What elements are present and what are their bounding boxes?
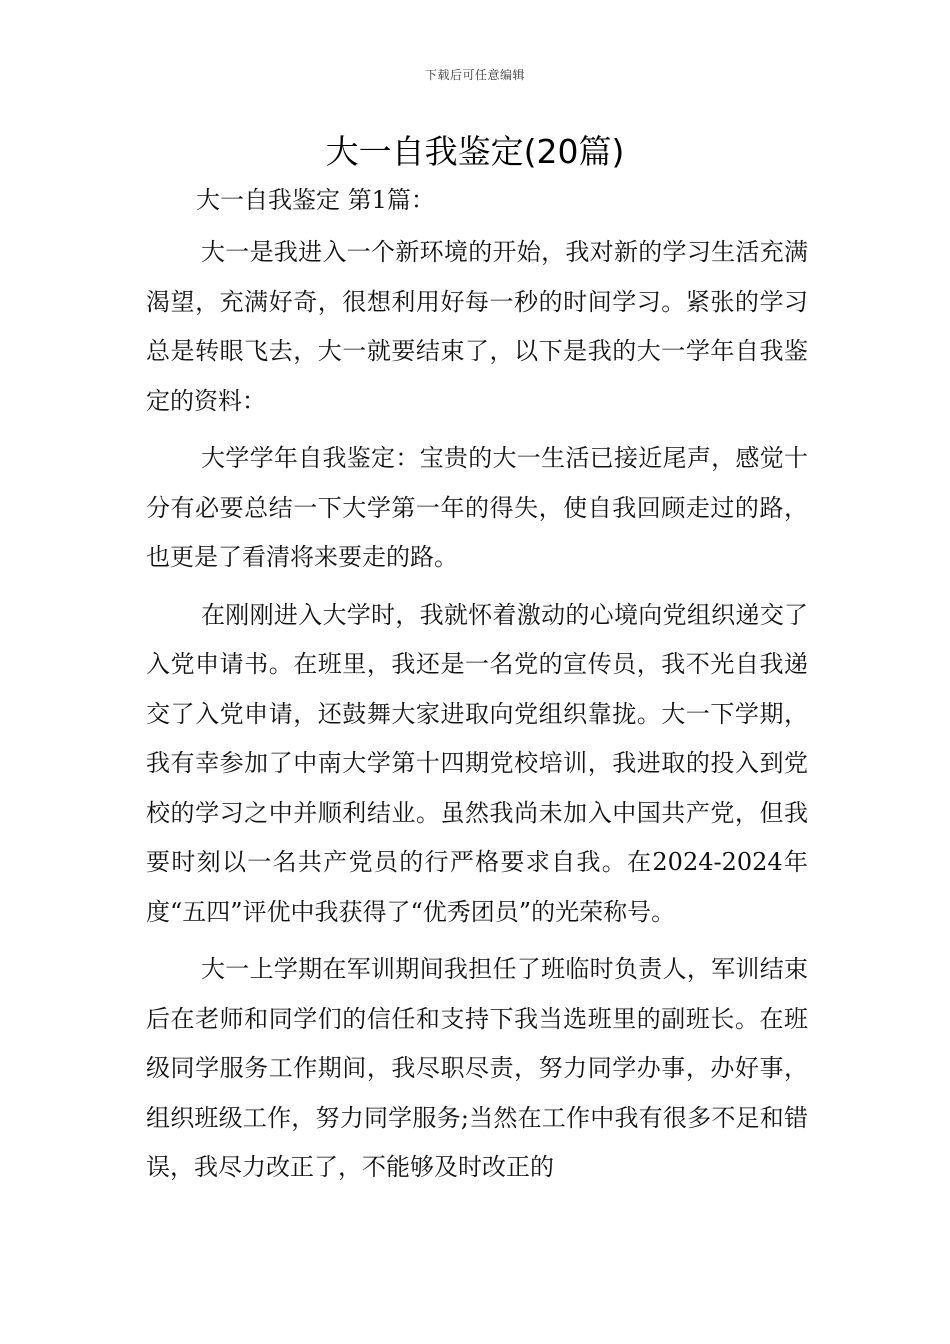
paragraph-summary: 大学学年自我鉴定：宝贵的大一生活已接近尾声，感觉十分有必要总结一下大学第一年的得失，使自我回顾走过的路，也更是了看清将来要走的路。 [146, 444, 808, 571]
section-heading: 大一自我鉴定 第1篇： [196, 186, 435, 214]
paragraph-class-duty: 大一上学期在军训期间我担任了班临时负责人，军训结束后在老师和同学们的信任和支持下我当选班里的副班长。在班级同学服务工作期间，我尽职尽责，努力同学办事，办好事，组织班级工作，努力同学服务;当然在工作中我有很多不足和错误，我尽力改正了，不能够及时改正的 [146, 955, 808, 1181]
paragraph-intro: 大一是我进入一个新环境的开始，我对新的学习生活充满渴望，充满好奇，很想利用好每一秒的时间学习。紧张的学习总是转眼飞去，大一就要结束了，以下是我的大一学年自我鉴定的资料： [146, 238, 808, 415]
paragraph-party: 在刚刚进入大学时，我就怀着激动的心境向党组织递交了入党申请书。在班里，我还是一名党的宣传员，我不光自我递交了入党申请，还鼓舞大家进取向党组织靠拢。大一下学期，我有幸参加了中南大学第十四期党校培训，我进取的投入到党校的学习之中并顺利结业。虽然我尚未加入中国共产党，但我要时刻以一名共产党员的行严格要求自我。在2024-2024年度“五四”评优中我获得了“优秀团员”的光荣称号。 [146, 600, 808, 926]
document-body [146, 228, 808, 1201]
header-note: 下载后可任意编辑 [424, 68, 525, 82]
document-title: 大一自我鉴定(20篇) [325, 132, 625, 171]
